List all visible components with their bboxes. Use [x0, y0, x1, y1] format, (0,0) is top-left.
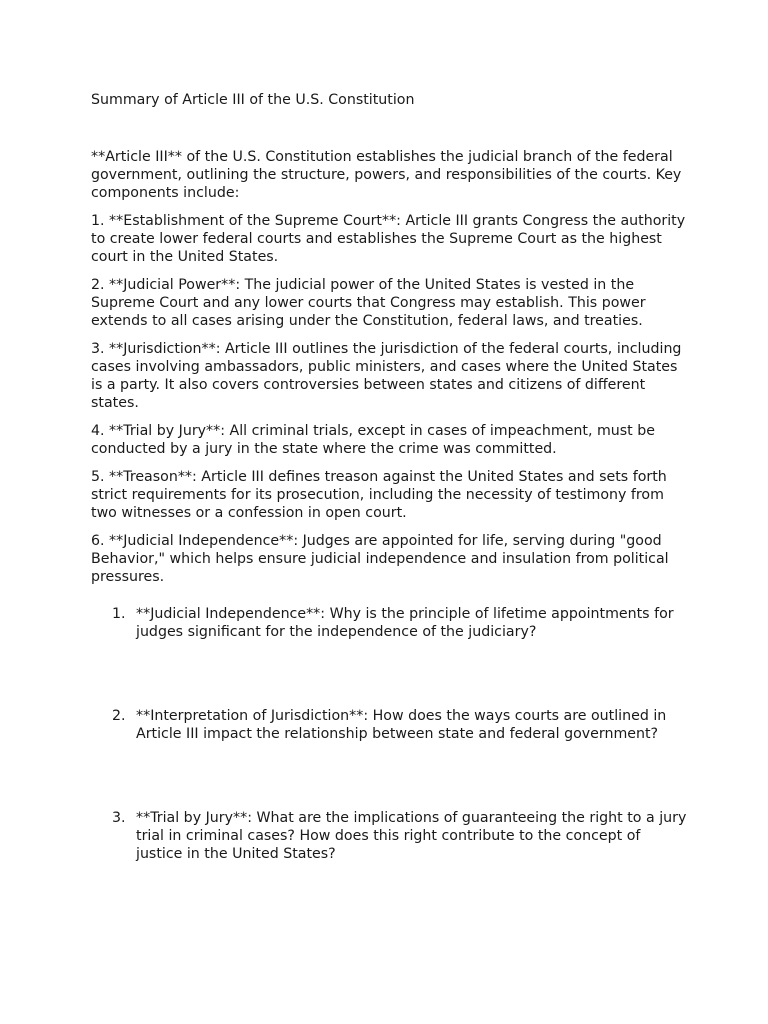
- question-text: **Judicial Independence**: Why is the principle of lifetime appointments for judges significant for the independence of the judiciary?: [136, 606, 674, 640]
- question-item: [91, 809, 687, 863]
- point-paragraph: 6. **Judicial Independence**: Judges are appointed for life, serving during "good Behavior," which helps ensure judicial independence and insulation from political pressures.: [91, 533, 669, 585]
- question-text: **Trial by Jury**: What are the implications of guaranteeing the right to a jury trial in criminal cases? How does this right contribute to the concept of justice in the United States?: [136, 810, 687, 862]
- point-paragraph: 3. **Jurisdiction**: Article III outlines the jurisdiction of the federal courts, including cases involving ambassadors, public ministers, and cases where the United States is a party. It also covers controversies between states and citizens of different states.: [91, 341, 682, 411]
- question-text: **Interpretation of Jurisdiction**: How does the ways courts are outlined in Article III impact the relationship between state and federal government?: [136, 708, 667, 742]
- question-number: 1.: [112, 606, 126, 622]
- question-number: 2.: [112, 708, 126, 724]
- point-paragraph: 4. **Trial by Jury**: All criminal trials, except in cases of impeachment, must be conducted by a jury in the state where the crime was committed.: [91, 423, 655, 457]
- point-paragraph: 1. **Establishment of the Supreme Court**: Article III grants Congress the authority to create lower federal courts and establishes the Supreme Court as the highest court in the United States.: [91, 213, 686, 265]
- point-paragraph: 5. **Treason**: Article III defines treason against the United States and sets forth strict requirements for its prosecution, including the necessity of testimony from two witnesses or a confession in open court.: [91, 469, 667, 521]
- question-list: [91, 605, 687, 929]
- point-paragraph: 2. **Judicial Power**: The judicial power of the United States is vested in the Supreme Court and any lower courts that Congress may establish. This power extends to all cases arising under the Constitution, federal laws, and treaties.: [91, 277, 646, 329]
- question-item: [91, 605, 687, 641]
- document-body: [91, 148, 687, 596]
- question-number: 3.: [112, 810, 126, 826]
- intro-paragraph: **Article III** of the U.S. Constitution establishes the judicial branch of the federal government, outlining the structure, powers, and responsibilities of the courts. Key components include:: [91, 149, 682, 201]
- document-title: Summary of Article III of the U.S. Constitution: [91, 92, 415, 108]
- question-item: [91, 707, 687, 743]
